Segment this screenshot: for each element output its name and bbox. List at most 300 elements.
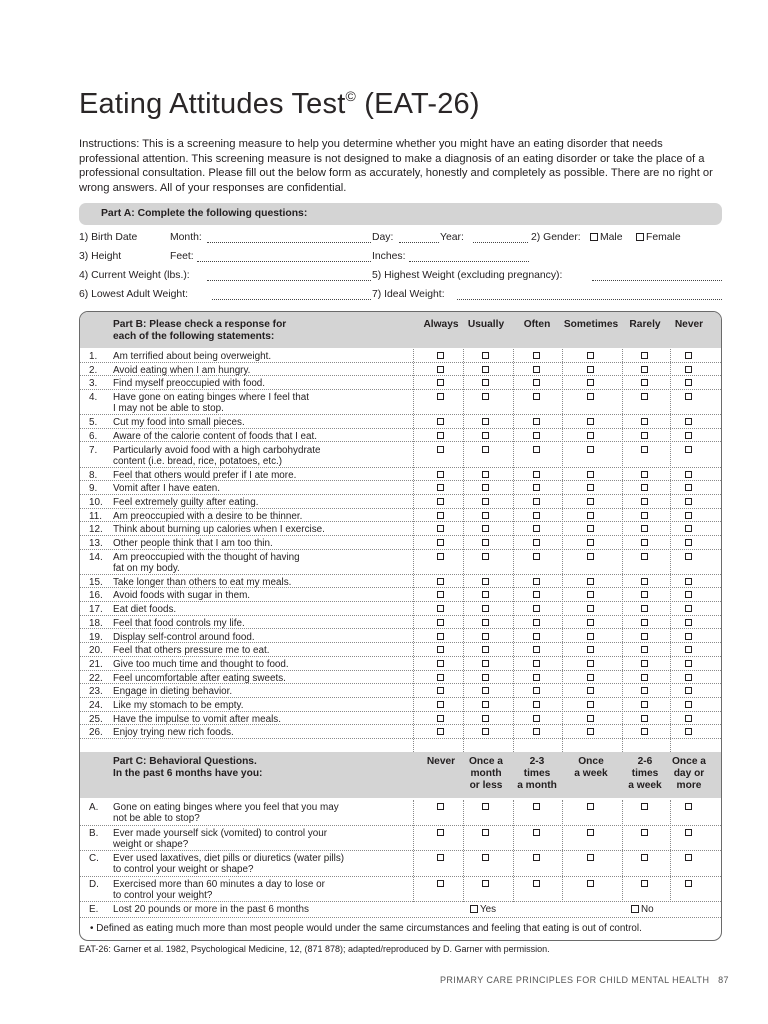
response-checkbox[interactable] [685,525,692,532]
response-checkbox[interactable] [641,484,648,491]
response-checkbox[interactable] [641,471,648,478]
question-line1: Ever made yourself sick (vomited) to control your [113,827,328,839]
item-number: 15. [89,576,103,588]
response-checkbox[interactable] [533,646,540,653]
statement-line1: Have gone on eating binges where I feel that [113,392,309,404]
response-checkbox[interactable] [587,352,594,359]
response-checkbox[interactable] [641,432,648,439]
column-header-line: times [631,768,659,779]
statement-line1: Avoid eating when I am hungry. [113,364,251,376]
response-checkbox[interactable] [685,352,692,359]
item-number: 18. [89,617,103,629]
response-checkbox[interactable] [641,553,648,560]
question-line2: not be able to stop? [113,813,200,824]
response-checkbox[interactable] [685,591,692,598]
response-checkbox[interactable] [437,687,444,694]
response-checkbox[interactable] [437,498,444,505]
response-checkbox[interactable] [587,605,594,612]
response-checkbox[interactable] [685,674,692,681]
response-checkbox[interactable] [685,605,692,612]
response-checkbox[interactable] [437,619,444,626]
response-checkbox[interactable] [437,352,444,359]
response-checkbox[interactable] [533,553,540,560]
response-checkbox[interactable] [587,646,594,653]
statement-line1: Eat diet foods. [113,604,177,616]
statement-line1: Display self-control around food. [113,631,255,643]
response-checkbox[interactable] [641,379,648,386]
response-checkbox[interactable] [482,578,489,585]
column-header-line: times [523,768,551,779]
response-checkbox[interactable] [533,539,540,546]
response-checkbox[interactable] [437,605,444,612]
item-statement [113,378,411,389]
lowest-weight-field[interactable] [212,299,371,300]
column-divider [622,349,623,752]
response-checkbox[interactable] [685,553,692,560]
response-checkbox[interactable] [482,646,489,653]
response-checkbox[interactable] [482,633,489,640]
response-checkbox[interactable] [587,471,594,478]
response-checkbox[interactable] [685,633,692,640]
response-checkbox[interactable] [641,525,648,532]
part-c-item-row [80,800,721,826]
item-statement [113,673,411,684]
item-statement [113,590,411,601]
response-checkbox[interactable] [533,660,540,667]
response-checkbox[interactable] [533,512,540,519]
feet-field[interactable] [197,261,371,262]
response-checkbox[interactable] [641,512,648,519]
response-checkbox[interactable] [587,687,594,694]
response-checkbox[interactable] [533,446,540,453]
item-number: 13. [89,538,103,549]
response-checkbox[interactable] [685,484,692,491]
response-checkbox[interactable] [437,539,444,546]
response-checkbox[interactable] [533,674,540,681]
response-checkbox[interactable] [685,471,692,478]
item-statement [113,618,411,629]
response-checkbox[interactable] [587,393,594,400]
column-header-line: 2-6 [637,756,653,767]
response-checkbox[interactable] [533,393,540,400]
statement-line1: Have the impulse to vomit after meals. [113,713,281,725]
response-checkbox[interactable] [437,366,444,373]
column-header-line: more [676,780,702,791]
citation: EAT-26: Garner et al. 1982, Psychological Medicine, 12, (871 878); adapted/reproduced by D. Garner with permission. [79,944,550,954]
frequency-checkbox[interactable] [533,829,540,836]
item-number: 8. [89,469,98,481]
response-checkbox[interactable] [533,715,540,722]
frequency-checkbox[interactable] [685,854,692,861]
response-checkbox[interactable] [641,674,648,681]
part-b-item-row [80,588,721,602]
part-c-title-line2: In the past 6 months have you: [113,768,263,779]
response-checkbox[interactable] [482,539,489,546]
frequency-checkbox[interactable] [437,803,444,810]
response-checkbox[interactable] [482,525,489,532]
response-checkbox[interactable] [437,393,444,400]
question-line2: to control your weight or shape? [113,864,254,875]
column-header-line: 2-3 [529,756,545,767]
current-weight-label: 4) Current Weight (lbs.): [79,270,190,281]
response-checkbox[interactable] [437,379,444,386]
item-number: 25. [89,713,103,725]
response-checkbox[interactable] [587,591,594,598]
highest-weight-field[interactable] [592,280,722,281]
frequency-checkbox[interactable] [685,803,692,810]
response-checkbox[interactable] [641,646,648,653]
response-checkbox[interactable] [533,366,540,373]
response-checkbox[interactable] [437,418,444,425]
ideal-weight-field[interactable] [457,299,722,300]
response-checkbox[interactable] [533,432,540,439]
response-checkbox[interactable] [587,512,594,519]
response-checkbox[interactable] [685,539,692,546]
response-checkbox[interactable] [482,605,489,612]
response-checkbox[interactable] [641,498,648,505]
statement-line1: Like my stomach to be empty. [113,700,244,711]
response-checkbox[interactable] [482,366,489,373]
column-divider [562,800,563,902]
year-field[interactable] [473,242,528,243]
response-checkbox[interactable] [641,393,648,400]
item-statement [113,714,411,725]
response-checkbox[interactable] [641,446,648,453]
response-checkbox[interactable] [641,701,648,708]
statement-line1: Enjoy trying new rich foods. [113,727,234,739]
question-line1: Ever used laxatives, diet pills or diuretics (water pills) [113,853,345,864]
ideal-weight-label: 7) Ideal Weight: [372,289,445,300]
frequency-checkbox[interactable] [437,829,444,836]
response-checkbox[interactable] [482,619,489,626]
response-checkbox[interactable] [482,418,489,425]
column-header-line: Once [578,756,604,767]
day-field[interactable] [399,242,439,243]
frequency-checkbox[interactable] [533,803,540,810]
part-b-item-row [80,616,721,630]
month-field[interactable] [207,242,371,243]
item-number: 6. [89,430,98,442]
response-checkbox[interactable] [641,578,648,585]
response-checkbox[interactable] [587,379,594,386]
item-statement [113,351,411,362]
item-number: 12. [89,524,103,536]
response-checkbox[interactable] [437,484,444,491]
response-checkbox[interactable] [437,553,444,560]
part-b-item-row [80,443,721,468]
response-checkbox[interactable] [482,687,489,694]
statement-line1: Cut my food into small pieces. [113,417,245,429]
statement-line2: I may not be able to stop. [113,403,224,415]
frequency-checkbox[interactable] [587,880,594,887]
response-checkbox[interactable] [482,512,489,519]
frequency-checkbox[interactable] [587,803,594,810]
frequency-checkbox[interactable] [437,854,444,861]
response-checkbox[interactable] [482,674,489,681]
statement-line1: Am preoccupied with the thought of having [113,551,300,563]
part-b-item-row [80,415,721,429]
item-e-number: E. [89,904,99,915]
statement-line1: Am terrified about being overweight. [113,351,272,362]
item-statement [113,686,411,697]
item-letter: B. [89,827,99,839]
response-checkbox[interactable] [587,633,594,640]
response-checkbox[interactable] [685,393,692,400]
response-checkbox[interactable] [533,471,540,478]
response-checkbox[interactable] [587,660,594,667]
response-checkbox[interactable] [587,701,594,708]
column-header-line: a week [628,780,662,791]
response-checkbox[interactable] [533,379,540,386]
response-checkbox[interactable] [641,591,648,598]
response-checkbox[interactable] [587,728,594,735]
birth-date-gender-row [79,232,722,248]
part-b-item-row [80,536,721,550]
response-checkbox[interactable] [533,578,540,585]
item-number: 7. [89,444,98,456]
statement-line1: Think about burning up calories when I exercise. [113,524,325,536]
statement-line1: Feel that others pressure me to eat. [113,645,270,657]
response-checkbox[interactable] [685,578,692,585]
response-checkbox[interactable] [437,701,444,708]
response-checkbox[interactable] [641,366,648,373]
response-checkbox[interactable] [587,539,594,546]
response-checkbox[interactable] [482,471,489,478]
column-header-line: or less [469,780,503,791]
response-checkbox[interactable] [641,687,648,694]
response-checkbox[interactable] [482,484,489,491]
response-checkbox[interactable] [641,352,648,359]
response-checkbox[interactable] [533,591,540,598]
response-checkbox[interactable] [482,553,489,560]
item-statement [113,365,411,376]
response-checkbox[interactable] [437,471,444,478]
frequency-checkbox[interactable] [533,880,540,887]
statement-line2: fat on my body. [113,562,180,574]
part-c-column-header [659,756,719,792]
response-checkbox[interactable] [482,352,489,359]
column-divider [670,349,671,752]
part-b-item-row [80,643,721,657]
frequency-checkbox[interactable] [482,880,489,887]
frequency-checkbox[interactable] [685,880,692,887]
response-checkbox[interactable] [587,578,594,585]
part-b-column-header: Often [523,319,551,330]
response-checkbox[interactable] [685,701,692,708]
response-checkbox[interactable] [437,525,444,532]
response-checkbox[interactable] [685,366,692,373]
male-checkbox[interactable] [590,233,598,241]
response-checkbox[interactable] [533,484,540,491]
item-number: 11. [89,510,102,522]
response-checkbox[interactable] [641,619,648,626]
item-number: 10. [89,496,103,508]
item-question [113,802,411,824]
column-divider [463,800,464,902]
response-checkbox[interactable] [533,633,540,640]
title-main: Eating Attitudes Test [79,88,346,120]
statement-line1: Avoid foods with sugar in them. [113,590,251,602]
frequency-checkbox[interactable] [587,829,594,836]
part-b-item-row [80,376,721,390]
response-checkbox[interactable] [641,633,648,640]
lowest-weight-label: 6) Lowest Adult Weight: [79,289,188,300]
response-checkbox[interactable] [587,553,594,560]
no-checkbox[interactable] [631,905,639,913]
response-checkbox[interactable] [587,715,594,722]
response-checkbox[interactable] [437,578,444,585]
day-label: Day: [372,232,394,243]
response-checkbox[interactable] [587,498,594,505]
question-line2: to control your weight? [113,889,213,901]
response-checkbox[interactable] [685,512,692,519]
part-b-column-header: Never [674,319,704,330]
no-label: No [641,904,654,915]
item-statement [113,470,411,481]
inches-field[interactable] [409,261,529,262]
response-checkbox[interactable] [437,512,444,519]
part-b-item-row [80,630,721,644]
binge-definition-footnote: • Defined as eating much more than most people would under the same circumstances and feeling that eating is out of control. [90,923,642,934]
item-e-row [80,902,721,918]
column-divider [670,800,671,902]
response-checkbox[interactable] [685,660,692,667]
frequency-checkbox[interactable] [641,803,648,810]
frequency-checkbox[interactable] [641,880,648,887]
response-checkbox[interactable] [482,701,489,708]
gender-female-option[interactable] [636,232,681,243]
frequency-checkbox[interactable] [587,854,594,861]
response-checkbox[interactable] [587,674,594,681]
response-checkbox[interactable] [685,418,692,425]
statement-line1: Feel that others would prefer if I ate more. [113,469,297,481]
item-statement [113,524,411,535]
response-checkbox[interactable] [533,352,540,359]
response-checkbox[interactable] [533,619,540,626]
response-checkbox[interactable] [587,432,594,439]
frequency-checkbox[interactable] [685,829,692,836]
item-statement [113,645,411,656]
response-checkbox[interactable] [437,728,444,735]
item-statement [113,483,411,494]
response-checkbox[interactable] [587,525,594,532]
response-checkbox[interactable] [482,393,489,400]
item-statement [113,431,411,442]
response-checkbox[interactable] [482,446,489,453]
feet-label: Feet: [170,251,194,262]
response-checkbox[interactable] [482,379,489,386]
frequency-checkbox[interactable] [482,854,489,861]
response-checkbox[interactable] [482,591,489,598]
response-checkbox[interactable] [533,418,540,425]
frequency-checkbox[interactable] [641,829,648,836]
response-checkbox[interactable] [437,591,444,598]
response-checkbox[interactable] [685,379,692,386]
response-checkbox[interactable] [437,646,444,653]
statement-line1: Engage in dieting behavior. [113,686,233,698]
part-c-item-row [80,877,721,903]
response-checkbox[interactable] [437,432,444,439]
frequency-checkbox[interactable] [482,829,489,836]
part-b-title [113,319,286,343]
response-checkbox[interactable] [587,418,594,425]
response-checkbox[interactable] [533,605,540,612]
response-checkbox[interactable] [685,432,692,439]
response-checkbox[interactable] [685,715,692,722]
yes-option[interactable] [470,904,496,915]
response-checkbox[interactable] [482,498,489,505]
item-number: 19. [89,631,103,643]
column-divider [413,349,414,752]
item-number: 23. [89,686,103,698]
female-checkbox[interactable] [636,233,644,241]
response-checkbox[interactable] [533,498,540,505]
response-checkbox[interactable] [641,715,648,722]
response-checkbox[interactable] [641,539,648,546]
response-checkbox[interactable] [685,728,692,735]
response-checkbox[interactable] [533,687,540,694]
no-option[interactable] [631,904,654,915]
response-checkbox[interactable] [641,728,648,735]
response-checkbox[interactable] [533,701,540,708]
gender-male-option[interactable] [590,232,623,243]
response-checkbox[interactable] [533,525,540,532]
response-checkbox[interactable] [685,619,692,626]
response-checkbox[interactable] [587,619,594,626]
response-checkbox[interactable] [437,660,444,667]
part-b-item-row [80,602,721,616]
response-checkbox[interactable] [641,418,648,425]
response-checkbox[interactable] [587,484,594,491]
frequency-checkbox[interactable] [482,803,489,810]
response-checkbox[interactable] [685,446,692,453]
part-b-item-row [80,671,721,685]
response-checkbox[interactable] [587,446,594,453]
response-checkbox[interactable] [685,646,692,653]
response-checkbox[interactable] [437,446,444,453]
yes-checkbox[interactable] [470,905,478,913]
current-weight-field[interactable] [207,280,371,281]
response-checkbox[interactable] [685,498,692,505]
yes-label: Yes [480,904,497,915]
part-b-title-line2: each of the following statements: [113,331,275,342]
response-checkbox[interactable] [437,633,444,640]
response-checkbox[interactable] [482,660,489,667]
response-checkbox[interactable] [587,366,594,373]
column-divider [622,800,623,902]
copyright-symbol: © [345,88,356,104]
response-checkbox[interactable] [482,728,489,735]
frequency-checkbox[interactable] [641,854,648,861]
response-checkbox[interactable] [482,715,489,722]
statement-line2: content (i.e. bread, rice, potatoes, etc.) [113,455,283,467]
part-b-item-row [80,429,721,443]
part-c-item-row [80,826,721,852]
response-checkbox[interactable] [437,674,444,681]
part-b-title-line1: Part B: Please check a response for [113,319,287,330]
response-checkbox[interactable] [685,687,692,694]
part-b-item-row [80,390,721,415]
frequency-checkbox[interactable] [533,854,540,861]
response-checkbox[interactable] [437,715,444,722]
response-checkbox[interactable] [482,432,489,439]
part-c-header [80,752,721,798]
response-checkbox[interactable] [641,605,648,612]
response-checkbox[interactable] [641,660,648,667]
response-checkbox[interactable] [533,728,540,735]
part-b-item-row [80,495,721,509]
frequency-checkbox[interactable] [437,880,444,887]
